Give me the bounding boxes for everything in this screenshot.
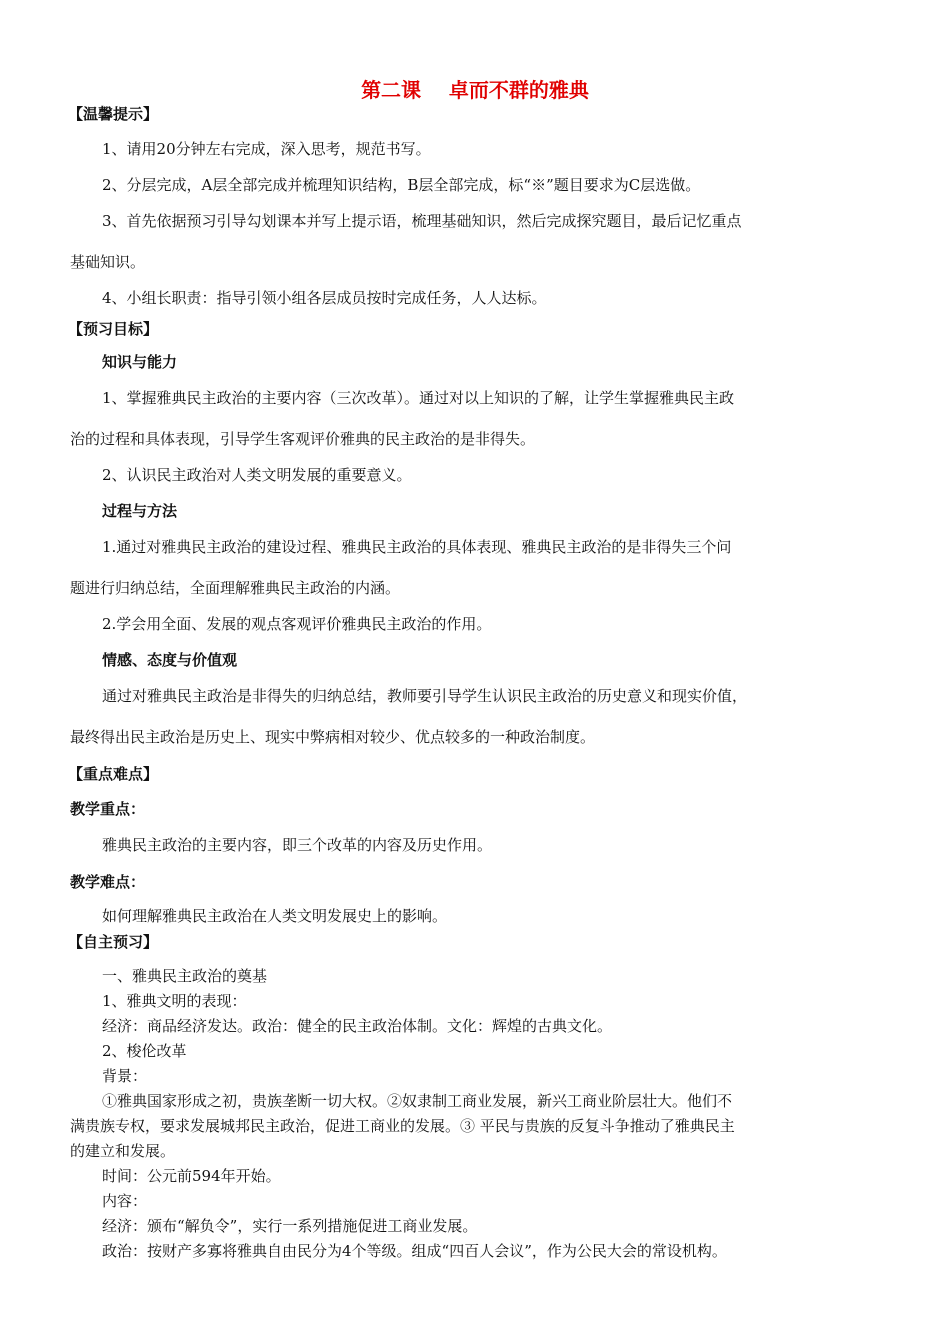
goals-values-line-1: 通过对雅典民主政治是非得失的归纳总结，教师要引导学生认识民主政治的历史意义和现实价值，: [102, 687, 748, 705]
focus-label: 教学重点：: [70, 800, 146, 818]
page-title: 第二课 卓而不群的雅典: [361, 78, 589, 102]
goals-knowledge-2: 2、认识民主政治对人类文明发展的重要意义。: [102, 466, 412, 484]
preview-line-3: 经济：商品经济发达。政治：健全的民主政治体制。文化：辉煌的古典文化。: [102, 1017, 613, 1035]
goals-subheading-values: 情感、态度与价值观: [102, 651, 238, 669]
preview-line-5: 背景：: [102, 1067, 148, 1085]
preview-line-9: 时间：公元前594年开始。: [102, 1167, 281, 1185]
difficulty-label: 教学难点：: [70, 873, 146, 891]
goals-subheading-method: 过程与方法: [102, 502, 178, 520]
preview-line-2: 1、雅典文明的表现：: [102, 992, 247, 1010]
goals-values-line-2: 最终得出民主政治是历史上、现实中弊病相对较少、优点较多的一种政治制度。: [70, 728, 596, 746]
section-heading-tips: 【温馨提示】: [68, 105, 159, 123]
goals-method-2: 2.学会用全面、发展的观点客观评价雅典民主政治的作用。: [102, 615, 492, 633]
preview-line-1: 一、雅典民主政治的奠基: [102, 967, 268, 985]
preview-line-12: 政治：按财产多寡将雅典自由民分为4个等级。组成“四百人会议”，作为公民大会的常设机构。: [102, 1242, 727, 1260]
goals-method-1-line-1: 1.通过对雅典民主政治的建设过程、雅典民主政治的具体表现、雅典民主政治的是非得失三个问: [102, 538, 732, 556]
preview-line-6: ①雅典国家形成之初，贵族垄断一切大权。②奴隶制工商业发展，新兴工商业阶层壮大。他们不: [102, 1092, 733, 1110]
preview-line-8: 的建立和发展。: [70, 1142, 176, 1160]
tips-item-4: 4、小组长职责：指导引领小组各层成员按时完成任务，人人达标。: [102, 289, 547, 307]
tips-item-2: 2、分层完成，A层全部完成并梳理知识结构，B层全部完成，标“※”题目要求为C层选做。: [102, 176, 701, 194]
section-heading-keypoints: 【重点难点】: [68, 765, 159, 783]
section-heading-goals: 【预习目标】: [68, 320, 159, 338]
preview-line-7: 满贵族专权，要求发展城邦民主政治，促进工商业的发展。③ 平民与贵族的反复斗争推动了雅典民主: [70, 1117, 735, 1135]
goals-knowledge-1-line-2: 治的过程和具体表现，引导学生客观评价雅典的民主政治的是非得失。: [70, 430, 536, 448]
tips-item-3-line-1: 3、首先依据预习引导勾划课本并写上提示语，梳理基础知识，然后完成探究题目，最后记忆重点: [102, 212, 742, 230]
section-heading-preview: 【自主预习】: [68, 933, 159, 951]
goals-subheading-knowledge: 知识与能力: [102, 353, 178, 371]
goals-method-1-line-2: 题进行归纳总结，全面理解雅典民主政治的内涵。: [70, 579, 401, 597]
preview-line-4: 2、梭伦改革: [102, 1042, 187, 1060]
focus-text: 雅典民主政治的主要内容，即三个改革的内容及历史作用。: [102, 836, 493, 854]
preview-line-11: 经济：颁布“解负令”，实行一系列措施促进工商业发展。: [102, 1217, 478, 1235]
difficulty-text: 如何理解雅典民主政治在人类文明发展史上的影响。: [102, 907, 448, 925]
tips-item-1: 1、请用20分钟左右完成，深入思考，规范书写。: [102, 140, 431, 158]
goals-knowledge-1-line-1: 1、掌握雅典民主政治的主要内容（三次改革）。通过对以上知识的了解，让学生掌握雅典民主政: [102, 389, 735, 407]
preview-line-10: 内容：: [102, 1192, 148, 1210]
tips-item-3-line-2: 基础知识。: [70, 253, 146, 271]
